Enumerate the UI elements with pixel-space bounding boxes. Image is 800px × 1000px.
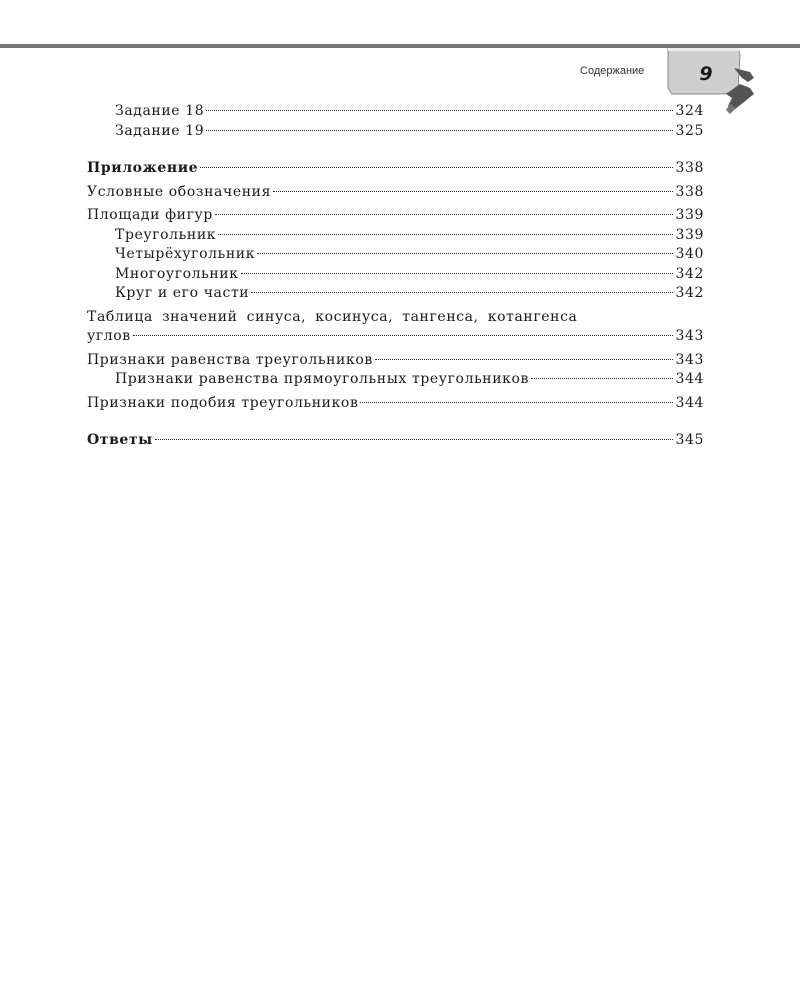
toc-entry-page: 339 [675,207,704,223]
spacer [87,413,704,431]
toc-entry-zadanie-18[interactable] [87,102,704,122]
toc-entry-page: 338 [675,183,704,200]
toc-entry-treugolnik[interactable] [87,226,704,246]
toc-entry-title: Приложение [87,160,199,176]
toc-entry-page: 325 [675,122,704,139]
toc-entry-title: Задание 18 [115,103,205,119]
toc-entry-zadanie-19[interactable] [87,122,704,142]
toc-entry-page: 339 [675,226,704,243]
toc-entry-krug[interactable] [87,284,704,304]
dot-leader [206,110,673,111]
dot-leader [215,214,674,215]
toc-entry-title: Четырёхугольник [115,246,256,262]
dot-leader [206,130,673,131]
toc-entry-page: 342 [675,265,704,282]
toc-entry-title-line2 [87,327,704,347]
dot-leader [531,378,673,379]
toc-entry-title: углов [87,328,131,344]
toc-entry-otvety[interactable] [87,431,704,451]
toc-entry-title: Многоугольник [115,265,239,282]
dot-leader [273,191,673,192]
toc-entry-title: Задание 19 [115,122,205,139]
dot-leader [200,167,673,168]
toc-entry-title: Признаки равенства треугольников [87,351,373,368]
toc-entry-page: 344 [675,394,704,411]
toc-entry-uslovnye-oboznacheniya[interactable] [87,183,704,203]
toc-entry-priznaki-ravenstva[interactable] [87,351,704,371]
toc-entry-title-line1: Таблица значений синуса, косинуса, тангенса, котангенса [87,308,578,325]
toc-entry-title: Признаки подобия треугольников [87,394,359,411]
toc-entry-chetyrekhugolnik[interactable] [87,245,704,265]
dot-leader [133,335,674,336]
toc-entry-priznaki-pryamougolnykh[interactable] [87,370,704,390]
toc-entry-priznaki-podobiya[interactable] [87,394,704,414]
dot-leader [257,253,673,254]
toc-entry-page: 345 [675,432,704,448]
toc-entry-page: 342 [675,285,704,301]
dot-leader [155,439,674,440]
toc-entry-title: Площади фигур [87,207,213,223]
toc-entry-tablitsa[interactable] [87,308,704,347]
toc-entry-page: 324 [675,103,704,119]
toc-entry-title: Круг и его части [115,285,250,301]
toc-entry-title: Ответы [87,432,153,448]
dot-leader [251,292,673,293]
dot-leader [218,234,673,235]
table-of-contents [87,102,704,451]
page-number: 9 [699,63,713,85]
toc-entry-page: 343 [675,328,704,344]
toc-entry-page: 344 [675,371,704,387]
toc-entry-title: Признаки равенства прямоугольных треугольников [115,371,530,387]
toc-entry-title: Условные обозначения [87,183,272,200]
dot-leader [375,359,674,360]
toc-entry-page: 343 [675,351,704,368]
running-header: Содержание [580,65,645,77]
toc-entry-mnogougolnik[interactable] [87,265,704,285]
toc-entry-page: 338 [675,160,704,176]
toc-entry-page: 340 [675,246,704,262]
dot-leader [241,273,674,274]
toc-entry-prilozhenie[interactable] [87,159,704,179]
spacer [87,141,704,159]
dot-leader [360,402,673,403]
toc-entry-ploshchadi-figur[interactable] [87,206,704,226]
toc-entry-title: Треугольник [115,226,217,243]
